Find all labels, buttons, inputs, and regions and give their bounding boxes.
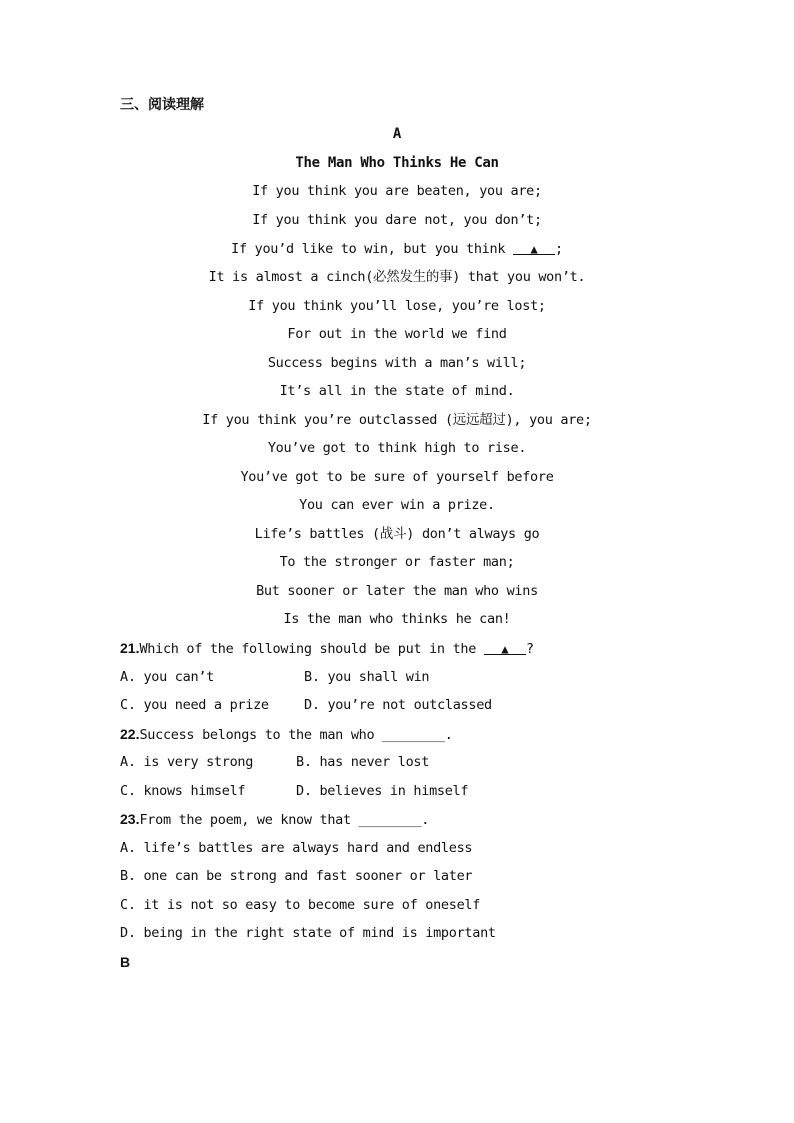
poem-line: But sooner or later the man who wins <box>256 583 538 599</box>
question-stem-end: ? <box>525 641 534 657</box>
poem-line: Is the man who thinks he can! <box>283 611 511 627</box>
poem-line: If you think you’re outclassed (远远超过), you are; <box>202 412 592 428</box>
poem-line: For out in the world we find <box>287 326 507 342</box>
option: A. you can’t <box>120 669 214 685</box>
option: B. one can be strong and fast sooner or later <box>120 868 473 884</box>
option: C. you need a prize <box>120 697 269 713</box>
answer-blank <box>484 640 526 655</box>
section-heading: 三、阅读理解 <box>120 97 204 113</box>
poem-line-with-blank <box>0 240 794 258</box>
poem-line: You’ve got to think high to rise. <box>267 440 527 456</box>
poem-line: If you think you are beaten, you are; <box>252 183 542 199</box>
poem-line: It’s all in the state of mind. <box>279 383 515 399</box>
poem-line: You’ve got to be sure of yourself before <box>240 469 554 485</box>
poem-line: You can ever win a prize. <box>299 497 495 513</box>
option: D. believes in himself <box>296 783 469 799</box>
poem-line-end: ; <box>554 241 563 257</box>
option: C. it is not so easy to become sure of oneself <box>120 897 481 913</box>
poem-line: To the stronger or faster man; <box>279 554 515 570</box>
poem-line-text: If you’d like to win, but you think <box>231 241 506 257</box>
poem-line: Success begins with a man’s will; <box>267 355 527 371</box>
question-22 <box>120 725 453 744</box>
passage-b-label: B <box>120 954 131 970</box>
question-21 <box>120 639 534 658</box>
triangle-icon: ▲ <box>530 242 538 256</box>
answer-blank <box>513 240 555 255</box>
option: D. you’re not outclassed <box>304 697 492 713</box>
question-stem: Which of the following should be put in the <box>139 641 477 657</box>
option: C. knows himself <box>120 783 246 799</box>
question-number: 22. <box>120 726 140 742</box>
option: A. life’s battles are always hard and endless <box>120 840 473 856</box>
option: D. being in the right state of mind is important <box>120 925 496 941</box>
question-stem: Success belongs to the man who ________. <box>139 727 453 743</box>
poem-line: If you think you dare not, you don’t; <box>252 212 542 228</box>
option: A. is very strong <box>120 754 254 770</box>
option: B. you shall win <box>304 669 430 685</box>
triangle-icon: ▲ <box>501 642 509 656</box>
question-stem: From the poem, we know that ________. <box>139 812 430 828</box>
question-23 <box>120 810 429 829</box>
question-number: 21. <box>120 640 140 656</box>
poem-line: Life’s battles (战斗) don’t always go <box>254 526 540 542</box>
passage-a-label: A <box>392 126 402 142</box>
poem-line: It is almost a cinch(必然发生的事) that you won’t. <box>208 269 586 285</box>
question-number: 23. <box>120 811 140 827</box>
poem-line: If you think you’ll lose, you’re lost; <box>248 298 546 314</box>
poem-title: The Man Who Thinks He Can <box>295 155 499 171</box>
option: B. has never lost <box>296 754 430 770</box>
